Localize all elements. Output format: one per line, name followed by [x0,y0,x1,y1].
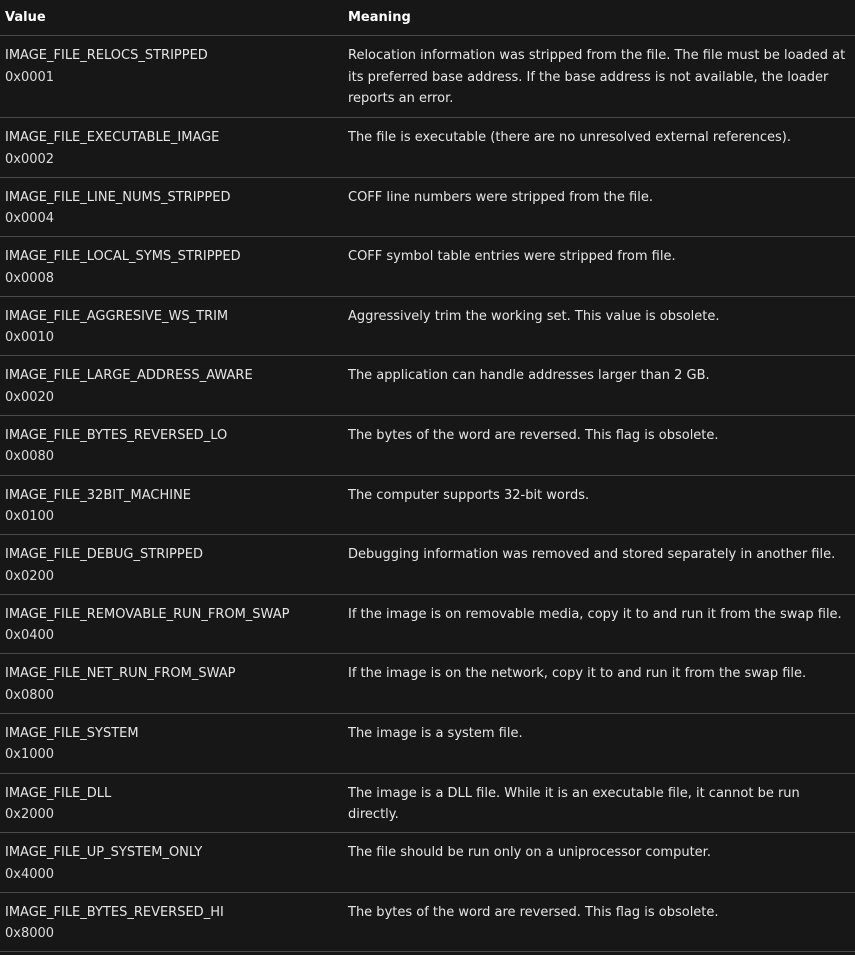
meaning-cell: The file is executable (there are no unresolved external references). [343,118,855,178]
table-row [0,296,855,356]
meaning-cell: The image is a system file. [343,713,855,773]
table-row [0,833,855,893]
flag-name: IMAGE_FILE_BYTES_REVERSED_LO [5,427,228,443]
flag-name: IMAGE_FILE_NET_RUN_FROM_SWAP [5,666,236,682]
value-cell [0,654,343,714]
meaning-cell: COFF line numbers were stripped from the file. [343,177,855,237]
meaning-cell: The bytes of the word are reversed. This flag is obsolete. [343,415,855,475]
value-cell [0,118,343,178]
flag-code: 0x2000 [5,807,55,823]
meaning-cell: If the image is on removable media, copy it to and run it from the swap file. [343,594,855,654]
table-row [0,654,855,714]
flag-name: IMAGE_FILE_BYTES_REVERSED_HI [5,904,224,920]
flag-name: IMAGE_FILE_SYSTEM [5,725,139,741]
value-cell [0,713,343,773]
meaning-cell: The image is a DLL file. While it is an executable file, it cannot be run directly. [343,773,855,833]
value-cell [0,594,343,654]
flag-name: IMAGE_FILE_LARGE_ADDRESS_AWARE [5,368,253,384]
value-cell [0,356,343,416]
table-row [0,36,855,118]
flag-name: IMAGE_FILE_EXECUTABLE_IMAGE [5,130,220,145]
meaning-cell: COFF symbol table entries were stripped from file. [343,237,855,297]
flag-code: 0x4000 [5,866,55,882]
flag-name: IMAGE_FILE_AGGRESIVE_WS_TRIM [5,308,229,324]
table-row [0,177,855,237]
value-cell [0,475,343,535]
flag-name: IMAGE_FILE_RELOCS_STRIPPED [5,48,208,63]
flag-code: 0x0400 [5,628,55,644]
meaning-cell: The application can handle addresses larger than 2 GB. [343,356,855,416]
flag-name: IMAGE_FILE_32BIT_MACHINE [5,487,192,503]
column-header-value: Value [0,0,343,36]
column-header-meaning: Meaning [343,0,855,36]
value-cell [0,296,343,356]
value-cell [0,535,343,595]
flag-code: 0x0020 [5,389,55,405]
flag-code: 0x0010 [5,330,55,346]
meaning-cell: The computer supports 32-bit words. [343,475,855,535]
flag-code: 0x0800 [5,687,55,703]
flag-code: 0x8000 [5,926,55,942]
flag-code: 0x0002 [5,151,55,167]
table-row [0,118,855,178]
value-cell [0,892,343,952]
flag-name: IMAGE_FILE_LINE_NUMS_STRIPPED [5,189,231,205]
table-header-row [0,0,855,36]
flag-code: 0x0080 [5,449,55,465]
flag-code: 0x0100 [5,509,55,525]
flag-code: 0x0004 [5,211,55,227]
table-row [0,713,855,773]
flag-name: IMAGE_FILE_LOCAL_SYMS_STRIPPED [5,249,241,265]
meaning-cell: The bytes of the word are reversed. This flag is obsolete. [343,892,855,952]
value-cell [0,36,343,118]
meaning-cell: Relocation information was stripped from the file. The file must be loaded at its preferred base address. If the base address is not available, the loader reports an error. [343,36,855,118]
table-row [0,415,855,475]
value-cell [0,237,343,297]
flag-name: IMAGE_FILE_UP_SYSTEM_ONLY [5,845,203,861]
flag-name: IMAGE_FILE_DEBUG_STRIPPED [5,547,203,563]
flag-code: 0x0001 [5,69,55,85]
table-row [0,356,855,416]
flag-code: 0x0200 [5,568,55,584]
table-row [0,237,855,297]
flag-name: IMAGE_FILE_REMOVABLE_RUN_FROM_SWAP [5,606,290,622]
table-row [0,892,855,952]
flag-code: 0x0008 [5,270,55,286]
table-row [0,475,855,535]
table-row [0,773,855,833]
value-cell [0,833,343,893]
meaning-cell: The file should be run only on a uniprocessor computer. [343,833,855,893]
value-cell [0,177,343,237]
flag-code: 0x1000 [5,747,55,763]
value-cell [0,415,343,475]
table-row [0,535,855,595]
meaning-cell: If the image is on the network, copy it to and run it from the swap file. [343,654,855,714]
value-cell [0,773,343,833]
table-row [0,594,855,654]
flag-name: IMAGE_FILE_DLL [5,785,112,801]
meaning-cell: Aggressively trim the working set. This value is obsolete. [343,296,855,356]
meaning-cell: Debugging information was removed and stored separately in another file. [343,535,855,595]
